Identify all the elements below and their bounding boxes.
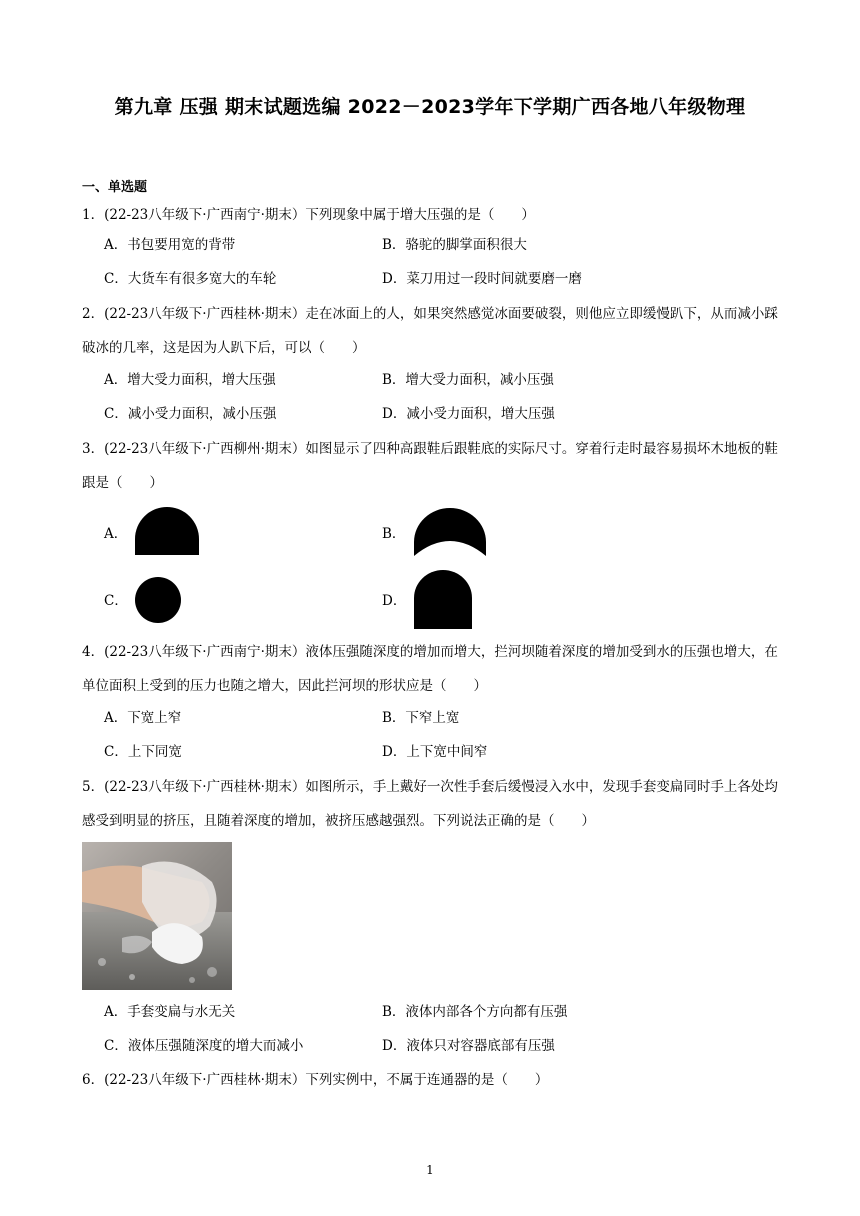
document-title: 第九章 压强 期末试题选编 2022－2023学年下学期广西各地八年级物理 xyxy=(114,96,746,118)
gloved-hand-in-water-photo xyxy=(82,842,232,990)
heel-shape-d-icon xyxy=(413,570,473,630)
question-1: 1．(22-23八年级下·广西南宁·期末）下列现象中属于增大压强的是（ ） xyxy=(82,207,535,223)
heel-shape-c-icon xyxy=(134,576,182,624)
heel-shape-a-icon xyxy=(134,507,200,557)
question-5: 5．(22-23八年级下·广西桂林·期末）如图所示，手上戴好一次性手套后缓慢浸入水中，发现手套变扁同时手上各处均感受到明显的挤压，且随着深度的增加，被挤压感越强烈。下列说法正确的是（ ） xyxy=(82,779,778,829)
q2-option-d: D．减小受力面积，增大压强 xyxy=(382,406,555,422)
q3-option-a: A． xyxy=(104,526,128,542)
q2-option-c: C．减小受力面积，减小压强 xyxy=(104,406,277,422)
q1-option-b: B．骆驼的脚掌面积很大 xyxy=(382,237,527,253)
question-3: 3．(22-23八年级下·广西柳州·期末）如图显示了四种高跟鞋后跟鞋底的实际尺寸。穿着行走时最容易损坏木地板的鞋跟是（ ） xyxy=(82,441,778,491)
q4-option-c: C．上下同宽 xyxy=(104,744,182,760)
q3-option-d: D． xyxy=(382,593,407,609)
question-6: 6．(22-23八年级下·广西桂林·期末）下列实例中，不属于连通器的是（ ） xyxy=(82,1072,549,1088)
q1-option-c: C．大货车有很多宽大的车轮 xyxy=(104,271,277,287)
q3-option-c: C． xyxy=(104,593,128,609)
q5-option-b: B．液体内部各个方向都有压强 xyxy=(382,1004,568,1020)
page-number: 1 xyxy=(426,1163,434,1177)
section-heading: 一、单选题 xyxy=(82,180,148,195)
heel-shape-b-icon xyxy=(413,506,487,558)
q5-option-a: A．手套变扁与水无关 xyxy=(104,1004,236,1020)
q4-option-d: D．上下宽中间窄 xyxy=(382,744,488,760)
q3-option-b: B． xyxy=(382,526,406,542)
question-2: 2．(22-23八年级下·广西桂林·期末）走在冰面上的人，如果突然感觉冰面要破裂，则他应立即缓慢趴下，从而减小踩破冰的几率，这是因为人趴下后，可以（ ） xyxy=(82,306,778,356)
q5-option-d: D．液体只对容器底部有压强 xyxy=(382,1038,555,1054)
q1-option-a: A．书包要用宽的背带 xyxy=(104,237,236,253)
q2-option-a: A．增大受力面积，增大压强 xyxy=(104,372,276,388)
q1-option-d: D．菜刀用过一段时间就要磨一磨 xyxy=(382,271,582,287)
q4-option-b: B．下窄上宽 xyxy=(382,710,460,726)
q2-option-b: B．增大受力面积，减小压强 xyxy=(382,372,554,388)
q4-option-a: A．下宽上窄 xyxy=(104,710,182,726)
question-4: 4．(22-23八年级下·广西南宁·期末）液体压强随深度的增加而增大，拦河坝随着深度的增加受到水的压强也增大，在单位面积上受到的压力也随之增大，因此拦河坝的形状应是（ ） xyxy=(82,644,778,694)
q5-option-c: C．液体压强随深度的增大而减小 xyxy=(104,1038,304,1054)
